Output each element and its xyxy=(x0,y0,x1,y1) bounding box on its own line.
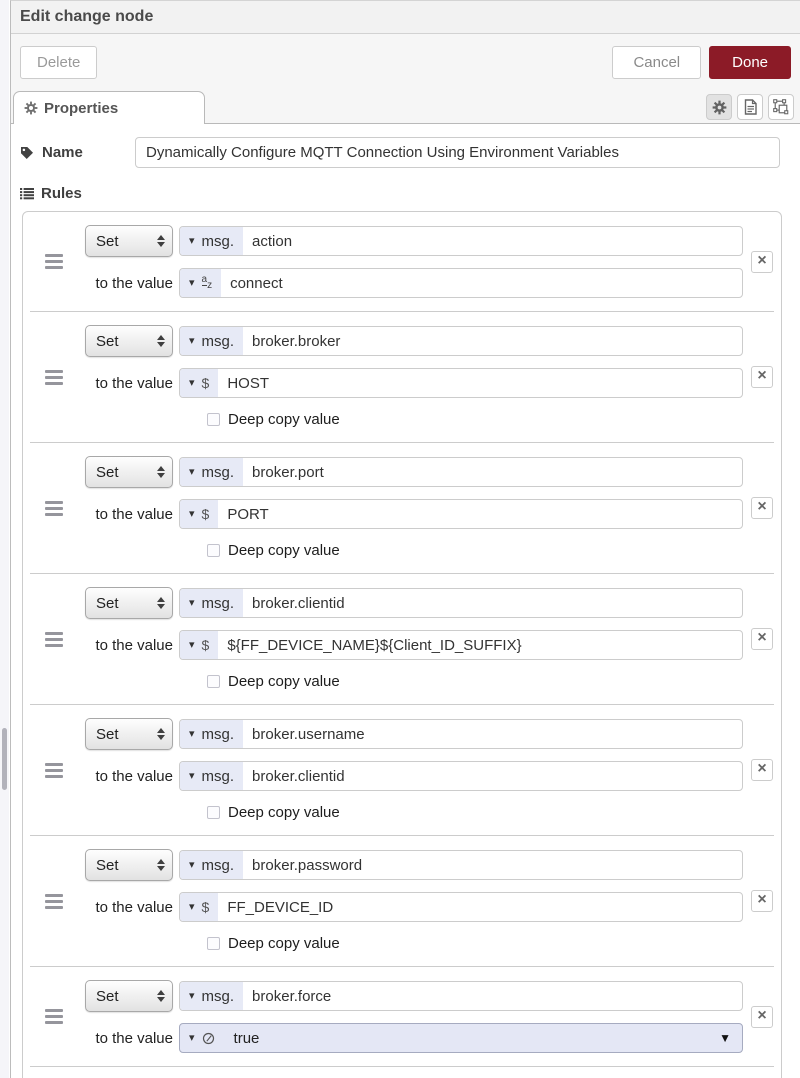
action-select[interactable] xyxy=(85,718,173,750)
drag-handle-icon[interactable] xyxy=(45,1009,63,1024)
value-type-chunk[interactable] xyxy=(180,369,218,397)
delete-rule-button[interactable]: × xyxy=(751,759,773,781)
dropdown-caret-icon: ▼ xyxy=(719,1031,731,1045)
name-input[interactable] xyxy=(135,137,780,168)
delete-rule-button[interactable]: × xyxy=(751,251,773,273)
property-value: action xyxy=(252,232,293,250)
select-arrows-icon xyxy=(157,235,165,247)
action-select-value: Set xyxy=(96,463,119,481)
drag-handle-icon[interactable] xyxy=(45,632,63,647)
rules-label: Rules xyxy=(41,185,82,202)
rule-row xyxy=(23,443,781,573)
caret-down-icon: ▾ xyxy=(189,596,195,609)
delete-rule-button[interactable]: × xyxy=(751,628,773,650)
property-value: broker.clientid xyxy=(252,594,345,612)
rule-separator xyxy=(30,1066,774,1067)
appearance-panel-button[interactable] xyxy=(768,94,794,120)
value-type-chunk[interactable] xyxy=(180,1024,224,1052)
dialog-title: Edit change node xyxy=(20,8,154,25)
dialog-toolbar xyxy=(11,34,800,91)
property-field[interactable] xyxy=(179,326,743,356)
page-scrollbar-thumb[interactable] xyxy=(2,728,7,790)
rule-row xyxy=(23,574,781,704)
property-prefix-label: msg. xyxy=(201,725,235,743)
tab-bar xyxy=(11,91,800,124)
action-select[interactable] xyxy=(85,849,173,881)
property-type-chunk[interactable] xyxy=(180,327,243,355)
action-select-value: Set xyxy=(96,856,119,874)
caret-down-icon: ▾ xyxy=(189,769,195,782)
env-var-type-icon: $ xyxy=(201,637,210,653)
env-var-type-icon: $ xyxy=(201,899,210,915)
caret-down-icon: ▾ xyxy=(189,638,195,651)
value-type-chunk[interactable] xyxy=(180,893,218,921)
deep-copy-checkbox[interactable] xyxy=(207,544,220,557)
caret-down-icon: ▾ xyxy=(189,507,195,520)
drag-handle-icon[interactable] xyxy=(45,501,63,516)
rules-list xyxy=(22,211,782,1078)
to-the-value-label: to the value xyxy=(95,767,173,785)
caret-down-icon: ▾ xyxy=(189,334,195,347)
rule-row xyxy=(23,312,781,442)
deep-copy-row xyxy=(207,802,743,822)
deep-copy-checkbox[interactable] xyxy=(207,675,220,688)
drag-handle-icon[interactable] xyxy=(45,254,63,269)
name-row xyxy=(20,137,780,168)
deep-copy-row xyxy=(207,671,743,691)
deep-copy-row xyxy=(207,409,743,429)
caret-down-icon: ▾ xyxy=(189,465,195,478)
gear-icon xyxy=(712,100,727,115)
property-prefix-label: msg. xyxy=(201,463,235,481)
action-select-value: Set xyxy=(96,725,119,743)
value-text: true xyxy=(233,1029,260,1047)
value-type-chunk[interactable] xyxy=(180,631,218,659)
property-value: broker.password xyxy=(252,856,363,874)
value-field[interactable] xyxy=(179,1023,743,1053)
select-arrows-icon xyxy=(157,597,165,609)
edit-form xyxy=(11,124,800,1078)
value-text: ${FF_DEVICE_NAME}${Client_ID_SUFFIX} xyxy=(227,636,522,654)
select-arrows-icon xyxy=(157,859,165,871)
list-icon xyxy=(20,187,34,200)
document-icon xyxy=(743,99,758,115)
string-type-icon: a z xyxy=(201,273,213,291)
value-field[interactable] xyxy=(179,368,743,398)
caret-down-icon: ▾ xyxy=(189,989,195,1002)
drag-handle-icon[interactable] xyxy=(45,763,63,778)
property-prefix-label: msg. xyxy=(201,594,235,612)
rule-row xyxy=(23,212,781,311)
property-prefix-label: msg. xyxy=(201,232,235,250)
deep-copy-checkbox[interactable] xyxy=(207,937,220,950)
value-type-chunk[interactable] xyxy=(180,269,221,297)
delete-rule-button[interactable]: × xyxy=(751,497,773,519)
property-value: broker.broker xyxy=(252,332,341,350)
drag-handle-icon[interactable] xyxy=(45,894,63,909)
action-select-value: Set xyxy=(96,232,119,250)
name-label: Name xyxy=(42,144,83,161)
to-the-value-label: to the value xyxy=(95,1029,173,1047)
deep-copy-label: Deep copy value xyxy=(228,934,340,952)
cancel-button[interactable]: Cancel xyxy=(612,46,701,79)
properties-panel-button[interactable] xyxy=(706,94,732,120)
property-type-chunk[interactable] xyxy=(180,589,243,617)
value-text: connect xyxy=(230,274,283,292)
property-field[interactable] xyxy=(179,719,743,749)
expand-icon xyxy=(773,99,789,115)
action-select[interactable] xyxy=(85,325,173,357)
value-type-chunk[interactable] xyxy=(180,762,243,790)
panel-icon-buttons xyxy=(706,94,794,120)
env-var-type-icon: $ xyxy=(201,375,210,391)
delete-button[interactable]: Delete xyxy=(20,46,97,79)
property-field[interactable] xyxy=(179,588,743,618)
property-value: broker.force xyxy=(252,987,332,1005)
caret-down-icon: ▾ xyxy=(189,900,195,913)
value-text: PORT xyxy=(227,505,269,523)
property-type-chunk[interactable] xyxy=(180,851,243,879)
property-field[interactable] xyxy=(179,457,743,487)
action-select-value: Set xyxy=(96,594,119,612)
value-field[interactable] xyxy=(179,761,743,791)
action-select[interactable] xyxy=(85,587,173,619)
deep-copy-label: Deep copy value xyxy=(228,541,340,559)
property-field[interactable] xyxy=(179,981,743,1011)
deep-copy-checkbox[interactable] xyxy=(207,413,220,426)
select-arrows-icon xyxy=(157,466,165,478)
delete-rule-button[interactable]: × xyxy=(751,1006,773,1028)
deep-copy-checkbox[interactable] xyxy=(207,806,220,819)
edit-tray xyxy=(10,0,800,1078)
deep-copy-label: Deep copy value xyxy=(228,803,340,821)
caret-down-icon: ▾ xyxy=(189,1031,195,1044)
page-scrollbar[interactable] xyxy=(0,0,9,1078)
caret-down-icon: ▾ xyxy=(189,276,195,289)
to-the-value-label: to the value xyxy=(95,374,173,392)
to-the-value-label: to the value xyxy=(95,274,173,292)
gear-icon xyxy=(24,101,38,115)
rule-row xyxy=(23,836,781,966)
tag-icon xyxy=(20,146,34,160)
done-button[interactable]: Done xyxy=(709,46,791,79)
property-prefix-label: msg. xyxy=(201,987,235,1005)
value-field[interactable] xyxy=(179,892,743,922)
value-text: HOST xyxy=(227,374,269,392)
action-select[interactable] xyxy=(85,456,173,488)
property-prefix-label: msg. xyxy=(201,856,235,874)
name-label-group xyxy=(20,144,135,161)
tab-properties-label: Properties xyxy=(44,99,119,117)
value-type-chunk[interactable] xyxy=(180,500,218,528)
property-prefix-label: msg. xyxy=(201,332,235,350)
action-select[interactable] xyxy=(85,225,173,257)
delete-rule-button[interactable]: × xyxy=(751,366,773,388)
delete-rule-button[interactable]: × xyxy=(751,890,773,912)
property-field[interactable] xyxy=(179,850,743,880)
deep-copy-row xyxy=(207,540,743,560)
property-value: broker.port xyxy=(252,463,324,481)
action-select[interactable] xyxy=(85,980,173,1012)
deep-copy-label: Deep copy value xyxy=(228,410,340,428)
property-type-chunk[interactable] xyxy=(180,458,243,486)
value-text: FF_DEVICE_ID xyxy=(227,898,334,916)
select-arrows-icon xyxy=(157,728,165,740)
value-text: broker.clientid xyxy=(252,767,345,785)
to-the-value-label: to the value xyxy=(95,636,173,654)
value-field[interactable] xyxy=(179,268,743,298)
caret-down-icon: ▾ xyxy=(189,376,195,389)
select-arrows-icon xyxy=(157,990,165,1002)
msg-type-label: msg. xyxy=(201,767,235,785)
property-type-chunk[interactable] xyxy=(180,720,243,748)
caret-down-icon: ▾ xyxy=(189,727,195,740)
action-select-value: Set xyxy=(96,332,119,350)
property-value: broker.username xyxy=(252,725,365,743)
deep-copy-row xyxy=(207,933,743,953)
property-type-chunk[interactable] xyxy=(180,982,243,1010)
rule-row xyxy=(23,705,781,835)
action-select-value: Set xyxy=(96,987,119,1005)
description-panel-button[interactable] xyxy=(737,94,763,120)
dialog-header xyxy=(11,1,800,34)
rule-row xyxy=(23,967,781,1066)
select-arrows-icon xyxy=(157,335,165,347)
tab-properties[interactable] xyxy=(13,91,205,124)
to-the-value-label: to the value xyxy=(95,505,173,523)
caret-down-icon: ▾ xyxy=(189,234,195,247)
boolean-type-icon xyxy=(202,1032,215,1045)
to-the-value-label: to the value xyxy=(95,898,173,916)
property-field[interactable] xyxy=(179,226,743,256)
rules-label-group xyxy=(20,185,800,202)
value-field[interactable] xyxy=(179,630,743,660)
deep-copy-label: Deep copy value xyxy=(228,672,340,690)
env-var-type-icon: $ xyxy=(201,506,210,522)
property-type-chunk[interactable] xyxy=(180,227,243,255)
caret-down-icon: ▾ xyxy=(189,858,195,871)
value-field[interactable] xyxy=(179,499,743,529)
drag-handle-icon[interactable] xyxy=(45,370,63,385)
